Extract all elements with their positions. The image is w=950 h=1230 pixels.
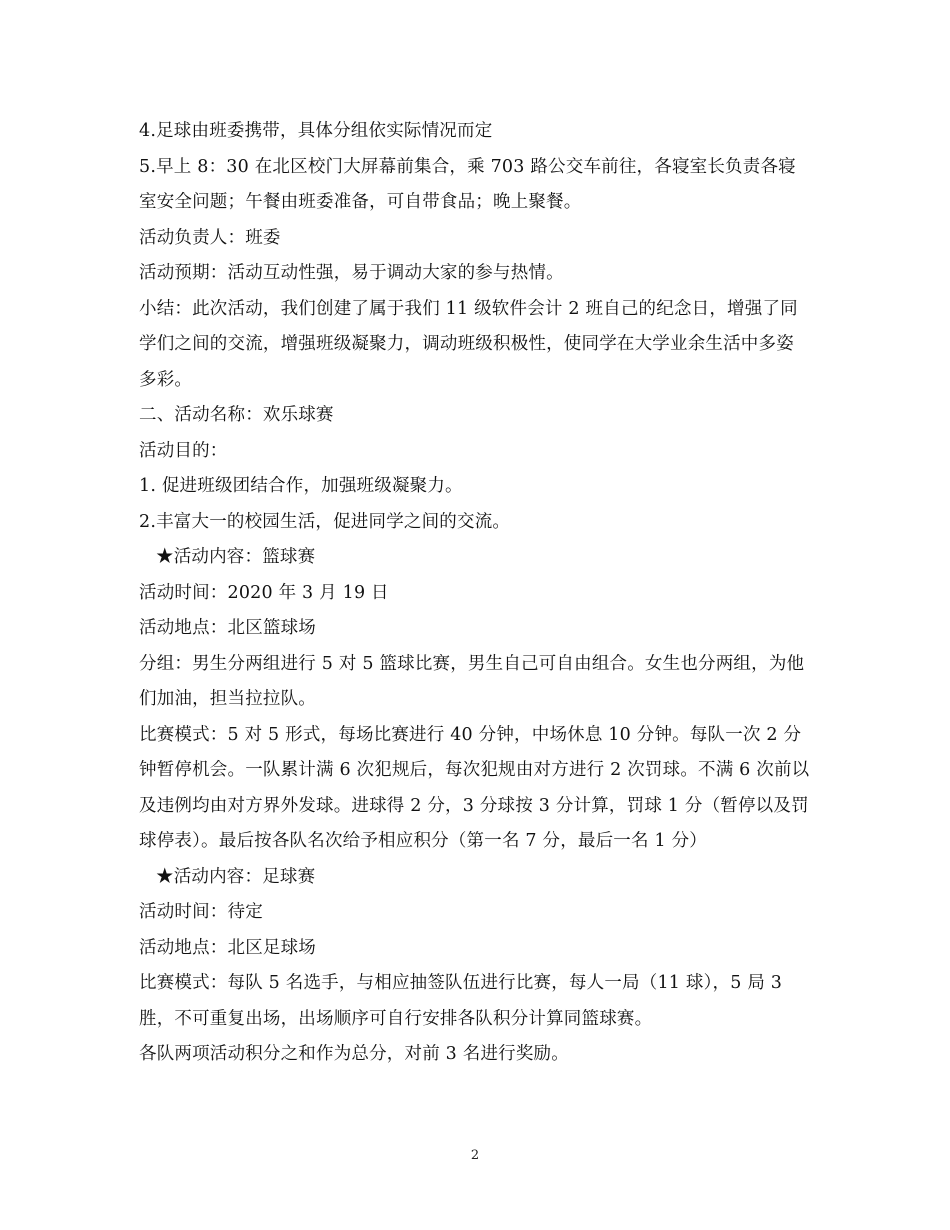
subsection-heading: ★活动内容：篮球赛 — [156, 547, 316, 567]
list-item: 2.丰富大一的校园生活，促进同学之间的交流。 — [139, 511, 511, 532]
document-body — [139, 114, 811, 1073]
paragraph: 比赛模式：5 对 5 形式，每场比赛进行 40 分钟，中场休息 10 分钟。每队一次 2 分钟暂停机会。一队累计满 6 次犯规后，每次犯规由对方进行 2 次罚球。不满 6 次前以及违例均由对方界外发球。进球得 2 分，3 分球按 3 分计算，罚球 1 分（暂停以及罚球停表）。最后按各队名次给予相应积分（第一名 7 分，最后一名 1 分） — [139, 724, 810, 851]
section-heading: 二、活动名称：欢乐球赛 — [139, 405, 334, 425]
paragraph: 活动预期：活动互动性强，易于调动大家的参与热情。 — [139, 263, 564, 283]
paragraph: 活动时间：待定 — [139, 902, 263, 922]
paragraph: 4.足球由班委携带，具体分组依实际情况而定 — [139, 121, 493, 141]
page-number: 2 — [470, 1148, 480, 1163]
list-item: 1. 促进班级团结合作，加强班级凝聚力。 — [139, 476, 463, 496]
paragraph: 活动目的： — [139, 440, 228, 461]
paragraph: 活动地点：北区篮球场 — [139, 618, 316, 638]
paragraph: 5.早上 8：30 在北区校门大屏幕前集合，乘 703 路公交车前往，各寝室长负责各寝室安全问题；午餐由班委准备，可自带食品；晚上聚餐。 — [139, 156, 796, 212]
paragraph: 比赛模式：每队 5 名选手，与相应抽签队伍进行比赛，每人一局（11 球），5 局 3 胜，不可重复出场，出场顺序可自行安排各队积分计算同篮球赛。 — [139, 973, 783, 1029]
subsection-heading: ★活动内容：足球赛 — [156, 866, 316, 887]
paragraph: 活动时间：2020 年 3 月 19 日 — [139, 582, 389, 603]
paragraph: 各队两项活动积分之和作为总分，对前 3 名进行奖励。 — [139, 1044, 569, 1064]
paragraph: 活动地点：北区足球场 — [139, 937, 316, 958]
paragraph: 活动负责人：班委 — [139, 227, 281, 248]
paragraph: 分组：男生分两组进行 5 对 5 篮球比赛，男生自己可自由组合。女生也分两组，为他们加油，担当拉拉队。 — [139, 653, 805, 709]
paragraph: 小结：此次活动，我们创建了属于我们 11 级软件会计 2 班自己的纪念日，增强了同学们之间的交流，增强班级凝聚力，调动班级积极性，使同学在大学业余生活中多姿多彩。 — [139, 298, 798, 390]
